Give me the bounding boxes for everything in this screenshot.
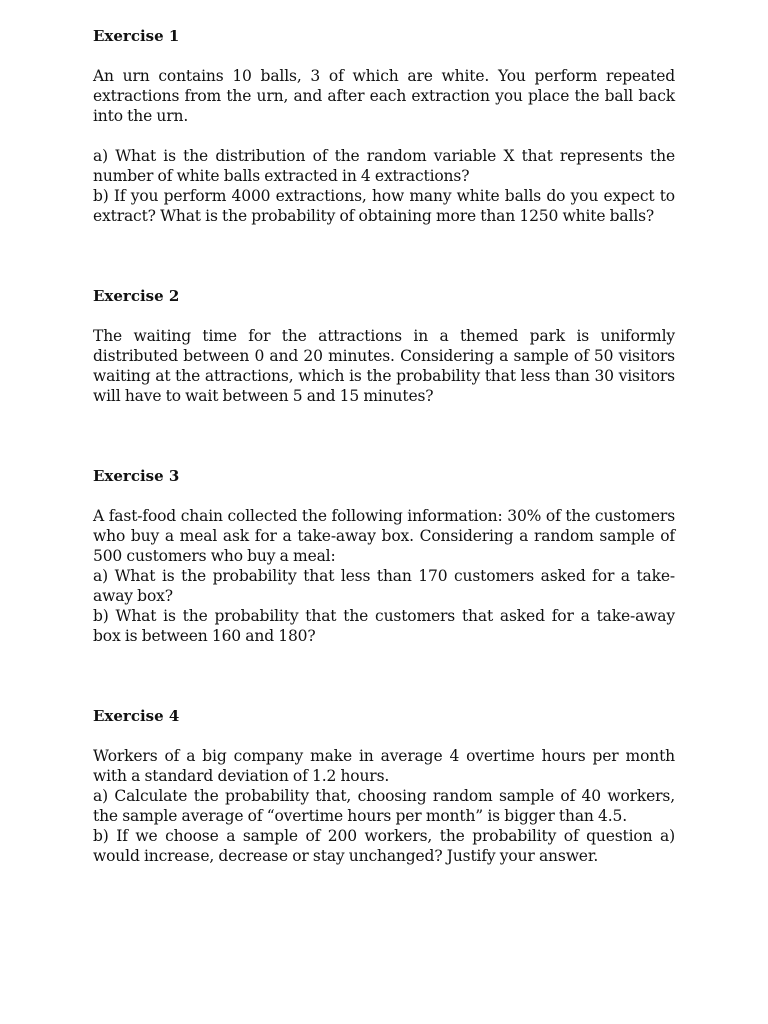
exercise-4-question-a: a) Calculate the probability that, choosing random sample of 40 workers, the sample average of “overtime hours per month” is bigger than 4.5. — [93, 787, 675, 825]
exercise-1-intro: An urn contains 10 balls, 3 of which are white. You perform repeated extractions from the urn, and after each extraction you place the ball back into the urn. — [93, 67, 675, 125]
exercise-4-title: Exercise 4 — [93, 707, 180, 725]
exercise-1-question-b: b) If you perform 4000 extractions, how many white balls do you expect to extract? What is the probability of obtaining more than 1250 white balls? — [93, 187, 675, 225]
exercise-3 — [93, 466, 675, 706]
exercise-3-question-b: b) What is the probability that the customers that asked for a take-away box is between 160 and 180? — [93, 607, 675, 645]
exercise-3-title: Exercise 3 — [93, 467, 180, 485]
exercise-4 — [93, 706, 675, 866]
exercise-4-intro: Workers of a big company make in average 4 overtime hours per month with a standard deviation of 1.2 hours. — [93, 747, 675, 785]
exercise-1 — [93, 26, 675, 286]
exercise-1-title: Exercise 1 — [93, 27, 180, 45]
exercise-1-question-a: a) What is the distribution of the random variable X that represents the number of white balls extracted in 4 extractions? — [93, 147, 675, 185]
exercise-3-intro: A fast-food chain collected the following information: 30% of the customers who buy a meal ask for a take-away box. Considering a random sample of 500 customers who buy a meal: — [93, 507, 675, 565]
exercise-2-intro: The waiting time for the attractions in a themed park is uniformly distributed between 0 and 20 minutes. Considering a sample of 50 visitors waiting at the attractions, which is the probability that less than 30 visitors will have to wait between 5 and 15 minutes? — [93, 327, 675, 405]
document-page — [93, 26, 675, 866]
exercise-2 — [93, 286, 675, 466]
exercise-2-title: Exercise 2 — [93, 287, 180, 305]
exercise-3-question-a: a) What is the probability that less than 170 customers asked for a take-away box? — [93, 567, 675, 605]
exercise-4-question-b: b) If we choose a sample of 200 workers, the probability of question a) would increase, decrease or stay unchanged? Justify your answer. — [93, 827, 675, 865]
